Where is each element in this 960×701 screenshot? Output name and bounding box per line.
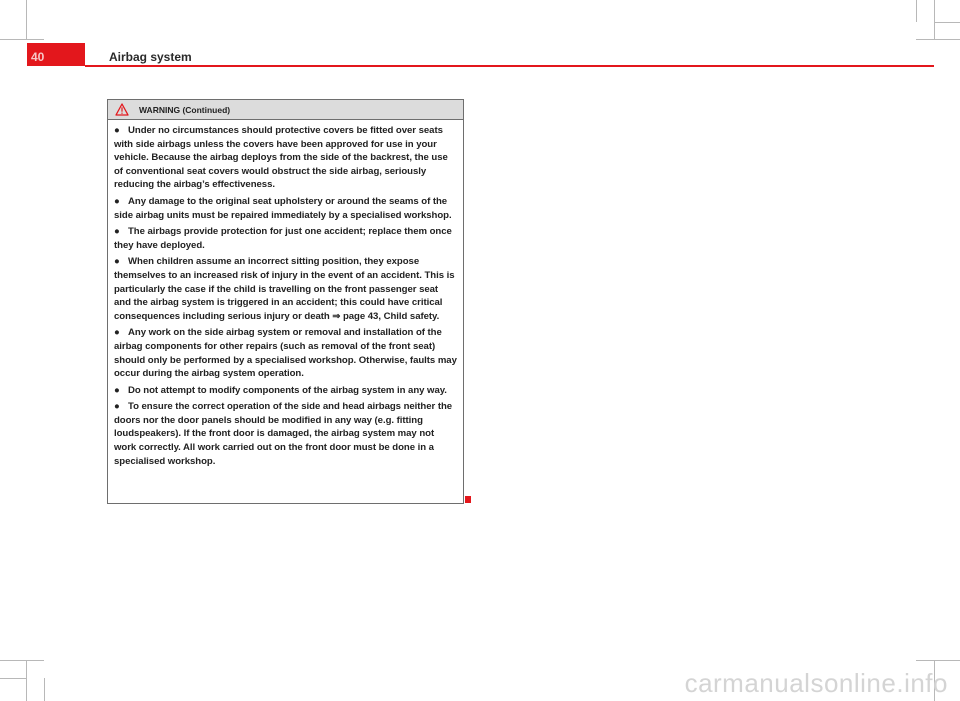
bullet-icon: ● [114, 195, 120, 207]
header-divider [85, 65, 934, 67]
crop-mark [934, 22, 960, 23]
bullet-icon: ● [114, 256, 120, 268]
crop-mark [26, 0, 27, 40]
warning-item [114, 400, 457, 468]
warning-item-text: When children assume an incorrect sitting position, they expose themselves to an increased risk of injury in the event of an accident. This is particularly the case if the child is travelling on the front passenger seat and the airbag system is triggered in an accident; this could have critical consequences including serious injury or death ⇒ page 43, Child safety. [114, 256, 455, 322]
warning-item-text: To ensure the correct operation of the side and head airbags neither the doors nor the door panels should be modified in any way (e.g. fitting loudspeakers). If the front door is damaged, the airbag system may not work correctly. All work carried out on the front door must be done in a specialised workshop. [114, 401, 453, 467]
warning-item-text: Under no circumstances should protective covers be fitted over seats with side airbags unless the covers have been approved for use in your vehicle. Because the airbag deploys from the side of the backrest, the use of conventional seat covers would obstruct the side airbag, seriously reducing the airbag’s effectiveness. [114, 125, 448, 191]
warning-item-text: Any work on the side airbag system or removal and installation of the airbag components for other repairs (such as removal of the front seat) should only be performed by a specialised workshop. Otherwise, faults may occur during the airbag system operation. [114, 327, 457, 380]
crop-mark [0, 39, 44, 40]
watermark: carmanualsonline.info [684, 668, 948, 698]
bullet-icon: ● [114, 384, 120, 396]
crop-mark [916, 0, 917, 22]
warning-item-text: Any damage to the original seat upholstery or around the seams of the side airbag units must be repaired immediately by a specialised workshop. [114, 195, 452, 221]
section-title: Airbag system [109, 50, 192, 64]
bullet-icon: ● [114, 226, 120, 238]
warning-item [114, 195, 457, 222]
crop-mark [0, 660, 44, 661]
crop-mark [44, 678, 45, 701]
end-of-section-marker [465, 496, 471, 503]
warning-item [114, 255, 457, 323]
warning-item [114, 124, 457, 192]
crop-mark [916, 660, 960, 661]
crop-mark [916, 39, 960, 40]
bullet-icon: ● [114, 125, 120, 136]
warning-box [107, 99, 464, 504]
bullet-icon: ● [114, 327, 120, 339]
warning-item [114, 384, 457, 398]
warning-body [108, 120, 463, 468]
page-number: 40 [31, 50, 45, 64]
warning-triangle-icon [115, 103, 129, 116]
crop-mark [934, 0, 935, 40]
crop-mark [26, 660, 27, 701]
warning-item [114, 225, 457, 252]
warning-header [108, 100, 463, 120]
crop-mark [0, 678, 26, 679]
warning-item [114, 326, 457, 380]
warning-heading: WARNING (Continued) [139, 104, 231, 115]
warning-item-text: Do not attempt to modify components of the airbag system in any way. [128, 384, 447, 396]
bullet-icon: ● [114, 401, 120, 413]
warning-item-text: The airbags provide protection for just one accident; replace them once they have deployed. [114, 226, 452, 251]
